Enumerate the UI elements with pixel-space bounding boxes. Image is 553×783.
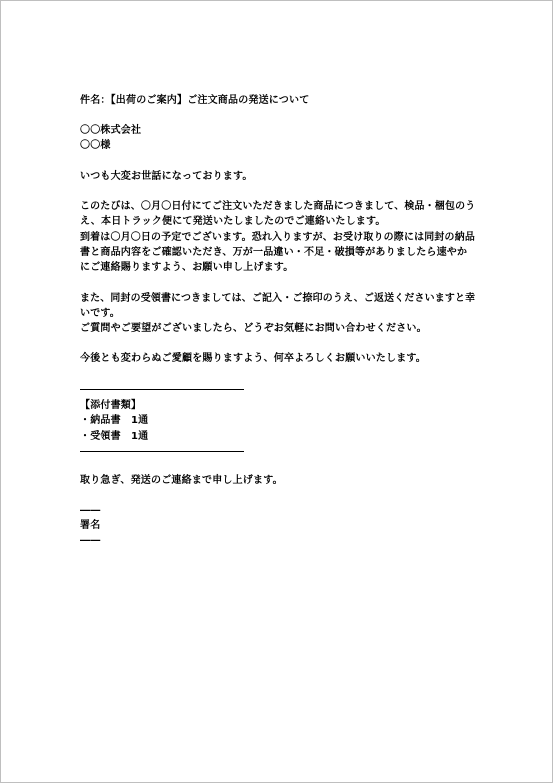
attachment-item: ・納品書 1通 — [80, 415, 149, 426]
greeting-line: いつも大変お世話になっております。 — [80, 171, 253, 182]
attachment-item: ・受領書 1通 — [80, 431, 149, 442]
attachments-heading: 【添付書類】 — [80, 400, 142, 411]
body-paragraph-1-line-1: このたびは、〇月〇日付にてご注文いただきました商品につきまして、検品・梱包のう — [80, 201, 476, 212]
signature-dash-top: ―― — [80, 505, 101, 516]
recipient-name: 〇〇様 — [80, 140, 111, 151]
subject-line: 件名：【出荷のご案内】ご注文商品の発送について — [80, 95, 310, 106]
signature-label: 署名 — [80, 520, 101, 531]
body-paragraph-2-line-2: いです。 — [80, 308, 120, 319]
signature-dash-bottom: ―― — [80, 535, 101, 546]
body-paragraph-1-line-4: 書と商品内容をご確認いただき、万が一品違い・不足・破損等がありましたら速やか — [80, 247, 468, 258]
body-paragraph-2-line-1: また、同封の受領書につきましては、ご記入・ご捺印のうえ、ご返送くださいますと幸 — [80, 293, 476, 304]
body-paragraph-1-line-5: にご連絡賜りますよう、お願い申し上げます。 — [80, 262, 294, 273]
body-paragraph-3: 今後とも変わらぬご愛顧を賜りますよう、何卒よろしくお願いいたします。 — [80, 353, 426, 364]
closing-line: 取り急ぎ、発送のご連絡まで申し上げます。 — [80, 475, 283, 486]
body-paragraph-2-line-3: ご質問やご要望がございましたら、どうぞお気軽にお問い合わせください。 — [80, 323, 427, 334]
body-paragraph-1-line-3: 到着は〇月〇日の予定でございます。恐れ入りますが、お受け取りの際には同封の納品 — [80, 232, 475, 243]
attachments-bottom-divider — [80, 451, 244, 452]
body-paragraph-1-line-2: え、本日トラック便にて発送いたしましたのでご連絡いたします。 — [80, 216, 386, 227]
recipient-company: 〇〇株式会社 — [80, 125, 142, 136]
attachments-top-divider — [80, 389, 244, 390]
